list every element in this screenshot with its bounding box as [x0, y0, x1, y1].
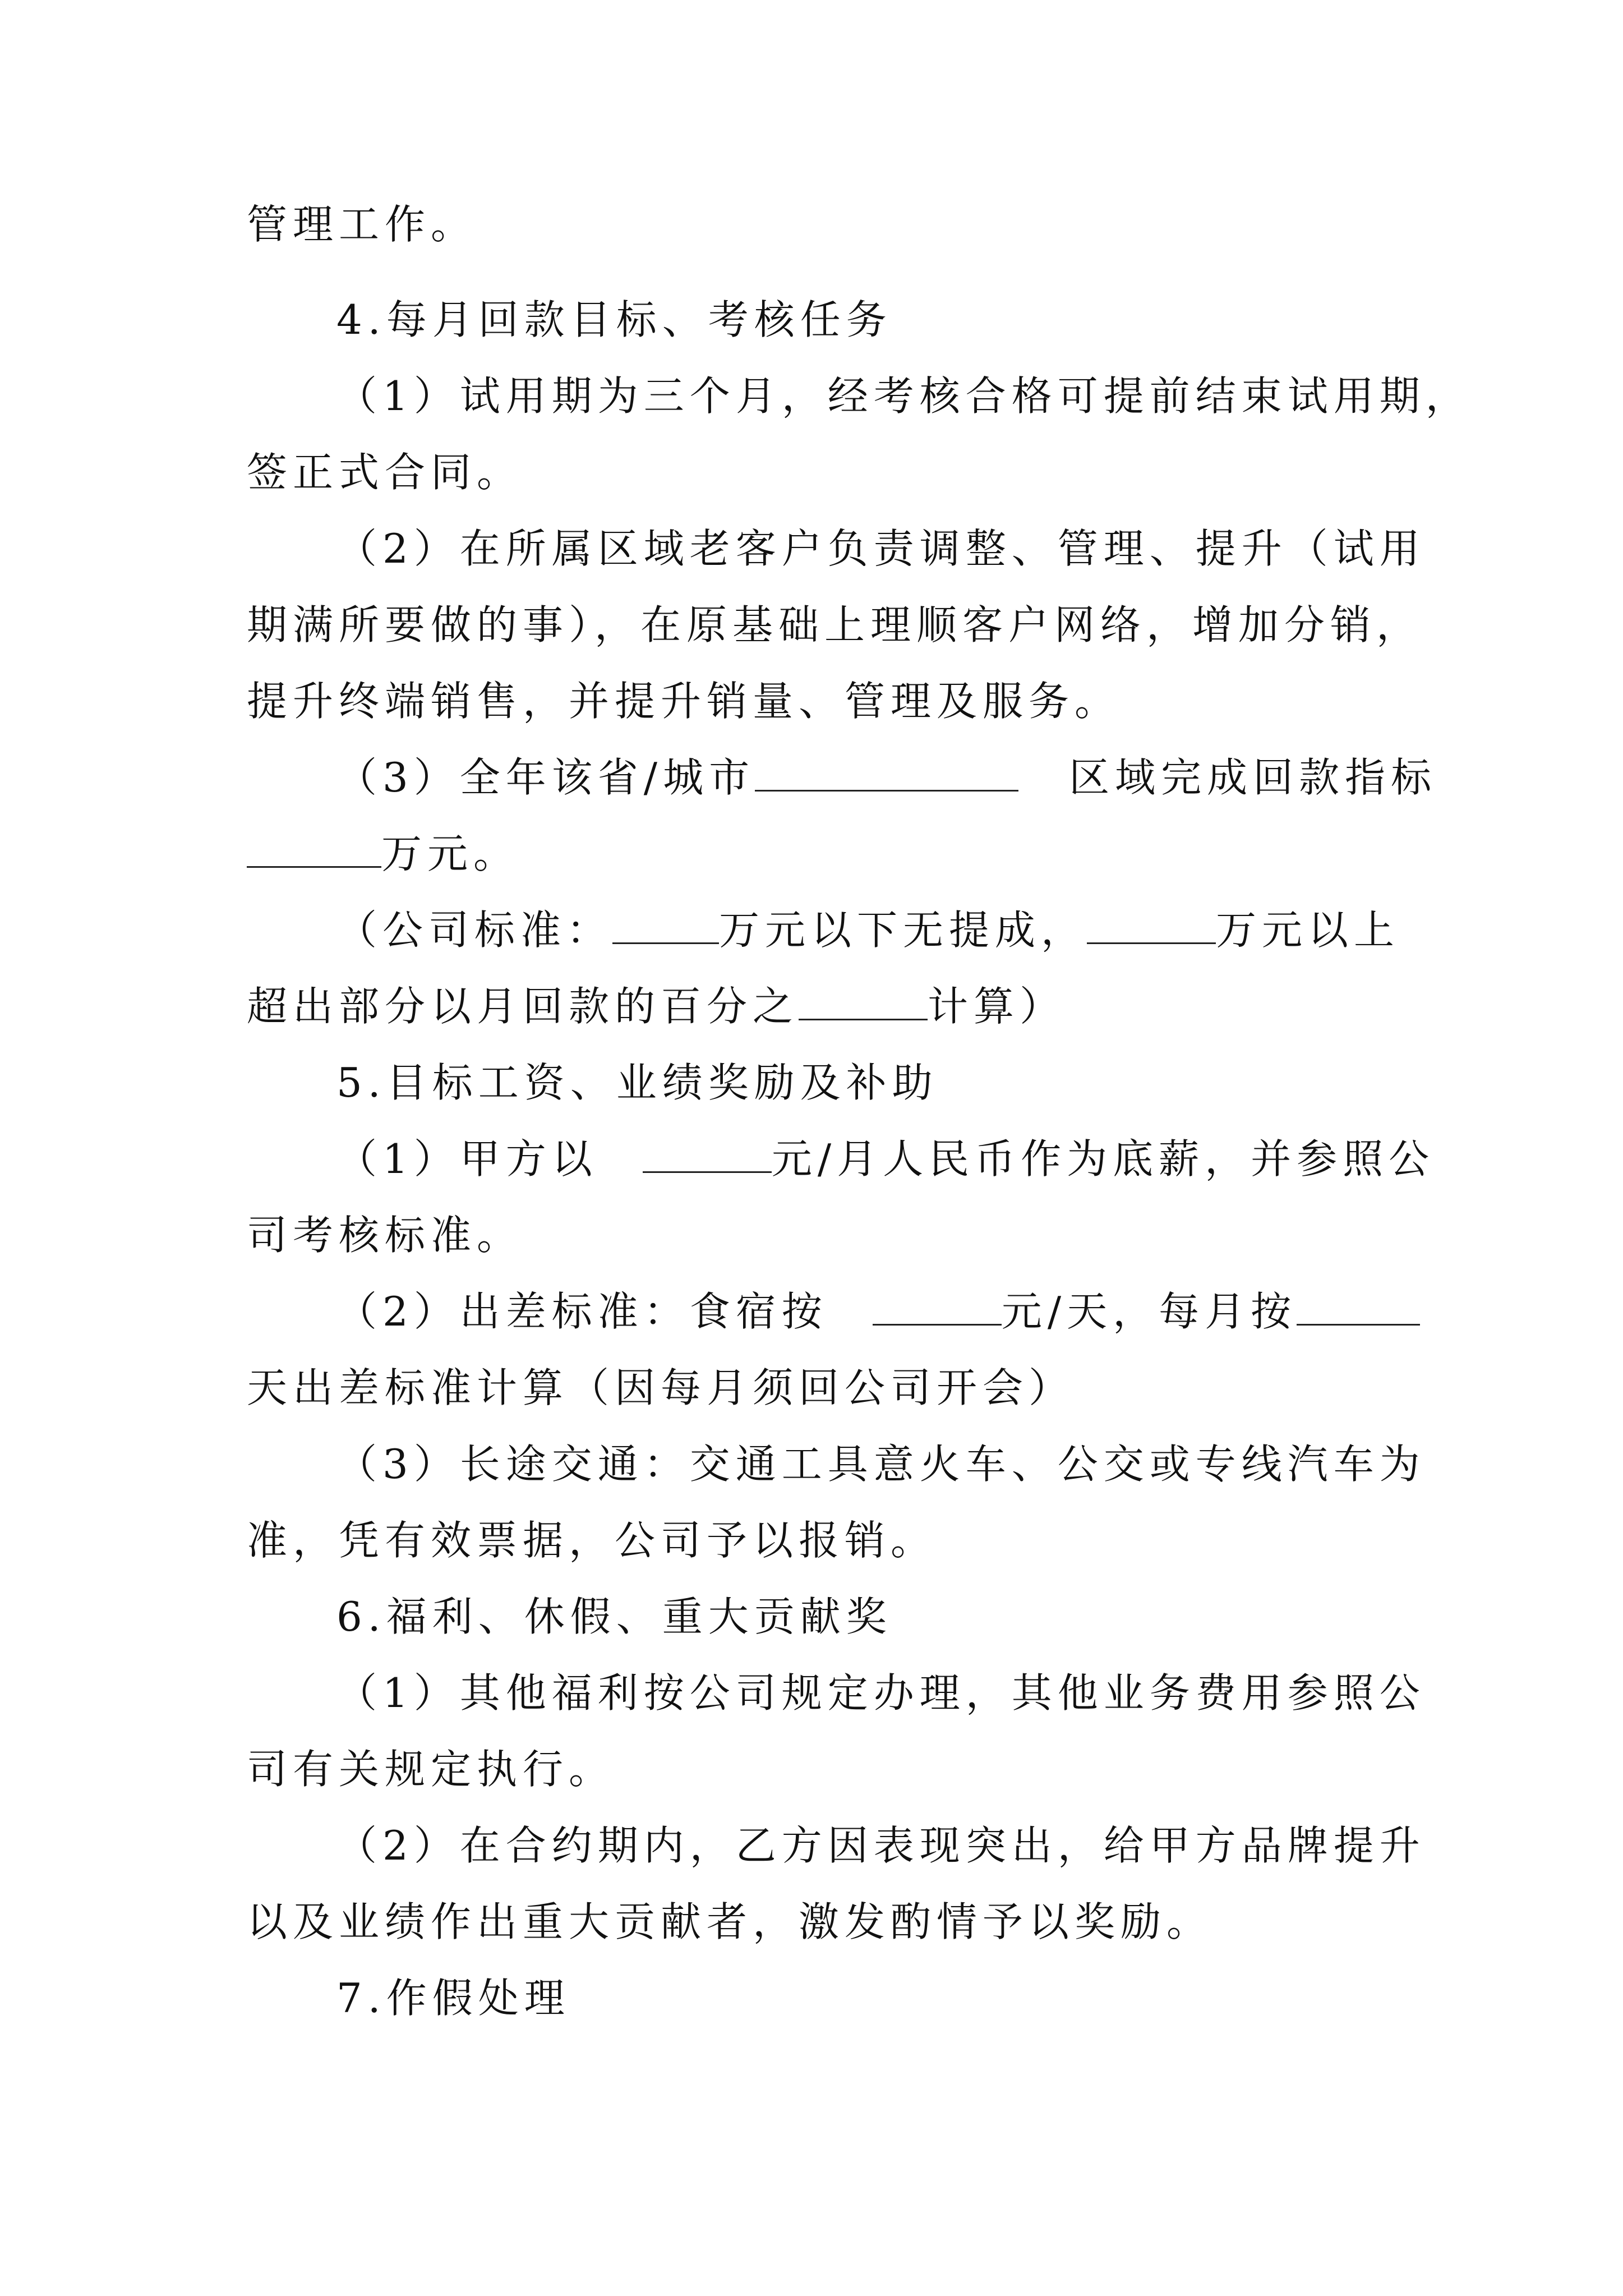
line-text: 万元。: [381, 830, 520, 877]
line-text: 司有关规定执行。: [247, 1746, 615, 1793]
line-text: 万元以下无提成，: [719, 907, 1087, 954]
text-line: [336, 902, 1400, 958]
text-line: [247, 1512, 937, 1568]
text-line: [336, 1818, 1426, 1874]
text-line: [247, 597, 1422, 653]
section-heading-5: [336, 1055, 938, 1111]
line-text: 期满所要做的事），在原基础上理顺客户网络，增加分销，: [247, 601, 1423, 648]
line-text: （1）试用期为三个月，经考核合格可提前结束试用期，: [336, 372, 1472, 420]
heading-text: 6.福利、休假、重大贡献奖: [336, 1593, 892, 1640]
text-line: [336, 1131, 1435, 1187]
line-text: （1）其他福利按公司规定办理，其他业务费用参照公: [336, 1669, 1426, 1717]
line-text: 以及业绩作出重大贡献者，激发酌情予以奖励。: [247, 1898, 1213, 1945]
fill-blank[interactable]: [873, 1289, 1002, 1326]
text-line: [247, 1207, 523, 1263]
text-line: [247, 978, 1066, 1034]
line-text: （3）全年该省/城市: [336, 754, 755, 801]
fill-blank[interactable]: [1297, 1289, 1420, 1326]
line-text: 计算）: [928, 983, 1066, 1030]
line-text: 天出差标准计算（因每月须回公司开会）: [247, 1364, 1075, 1411]
text-line: [247, 673, 1121, 729]
section-heading-4: [336, 292, 892, 348]
fill-blank[interactable]: [247, 831, 381, 868]
line-text: 万元以上: [1216, 907, 1400, 954]
line-text: （3）长途交通：交通工具意火车、公交或专线汽车为: [336, 1441, 1426, 1488]
text-line: [336, 1665, 1426, 1721]
line-text: （2）在所属区域老客户负责调整、管理、提升（试用: [336, 525, 1426, 572]
line-text: 签正式合同。: [247, 449, 523, 496]
text-line: [247, 1741, 615, 1797]
text-line: [336, 1436, 1426, 1492]
heading-text: 7.作假处理: [336, 1975, 570, 2022]
line-text: 司考核标准。: [247, 1212, 523, 1259]
text-line: [247, 826, 519, 882]
line-text: 管理工作。: [247, 201, 477, 248]
fill-blank[interactable]: [755, 755, 1018, 792]
text-line: [336, 521, 1426, 577]
line-text: 提升终端销售，并提升销量、管理及服务。: [247, 678, 1121, 725]
fill-blank[interactable]: [799, 984, 928, 1020]
section-heading-7: [336, 1970, 570, 2026]
section-heading-6: [336, 1589, 892, 1645]
fill-blank[interactable]: [1087, 908, 1216, 944]
line-text: 准，凭有效票据，公司予以报销。: [247, 1517, 937, 1564]
text-line: [247, 444, 523, 500]
line-text: （1）甲方以: [336, 1135, 598, 1182]
line-text: 超出部分以月回款的百分之: [247, 983, 799, 1030]
line-text: （2）在合约期内，乙方因表现突出，给甲方品牌提升: [336, 1822, 1426, 1869]
line-text: （公司标准：: [336, 907, 613, 954]
heading-text: 5.目标工资、业绩奖励及补助: [336, 1059, 938, 1106]
line-text: 区域完成回款指标: [1069, 754, 1437, 801]
text-line: [247, 1360, 1075, 1416]
text-line: [247, 196, 477, 252]
line-text: 元/月人民币作为底薪，并参照公: [771, 1135, 1435, 1182]
text-line: [336, 1283, 1420, 1340]
text-line: [247, 1894, 1212, 1950]
fill-blank[interactable]: [612, 908, 719, 944]
fill-blank[interactable]: [643, 1137, 772, 1173]
line-text: （2）出差标准：食宿按: [336, 1288, 828, 1335]
heading-text: 4.每月回款目标、考核任务: [336, 296, 892, 343]
line-text: 元/天，每月按: [1001, 1288, 1297, 1335]
text-line: [336, 368, 1472, 424]
text-line: [336, 749, 1437, 806]
